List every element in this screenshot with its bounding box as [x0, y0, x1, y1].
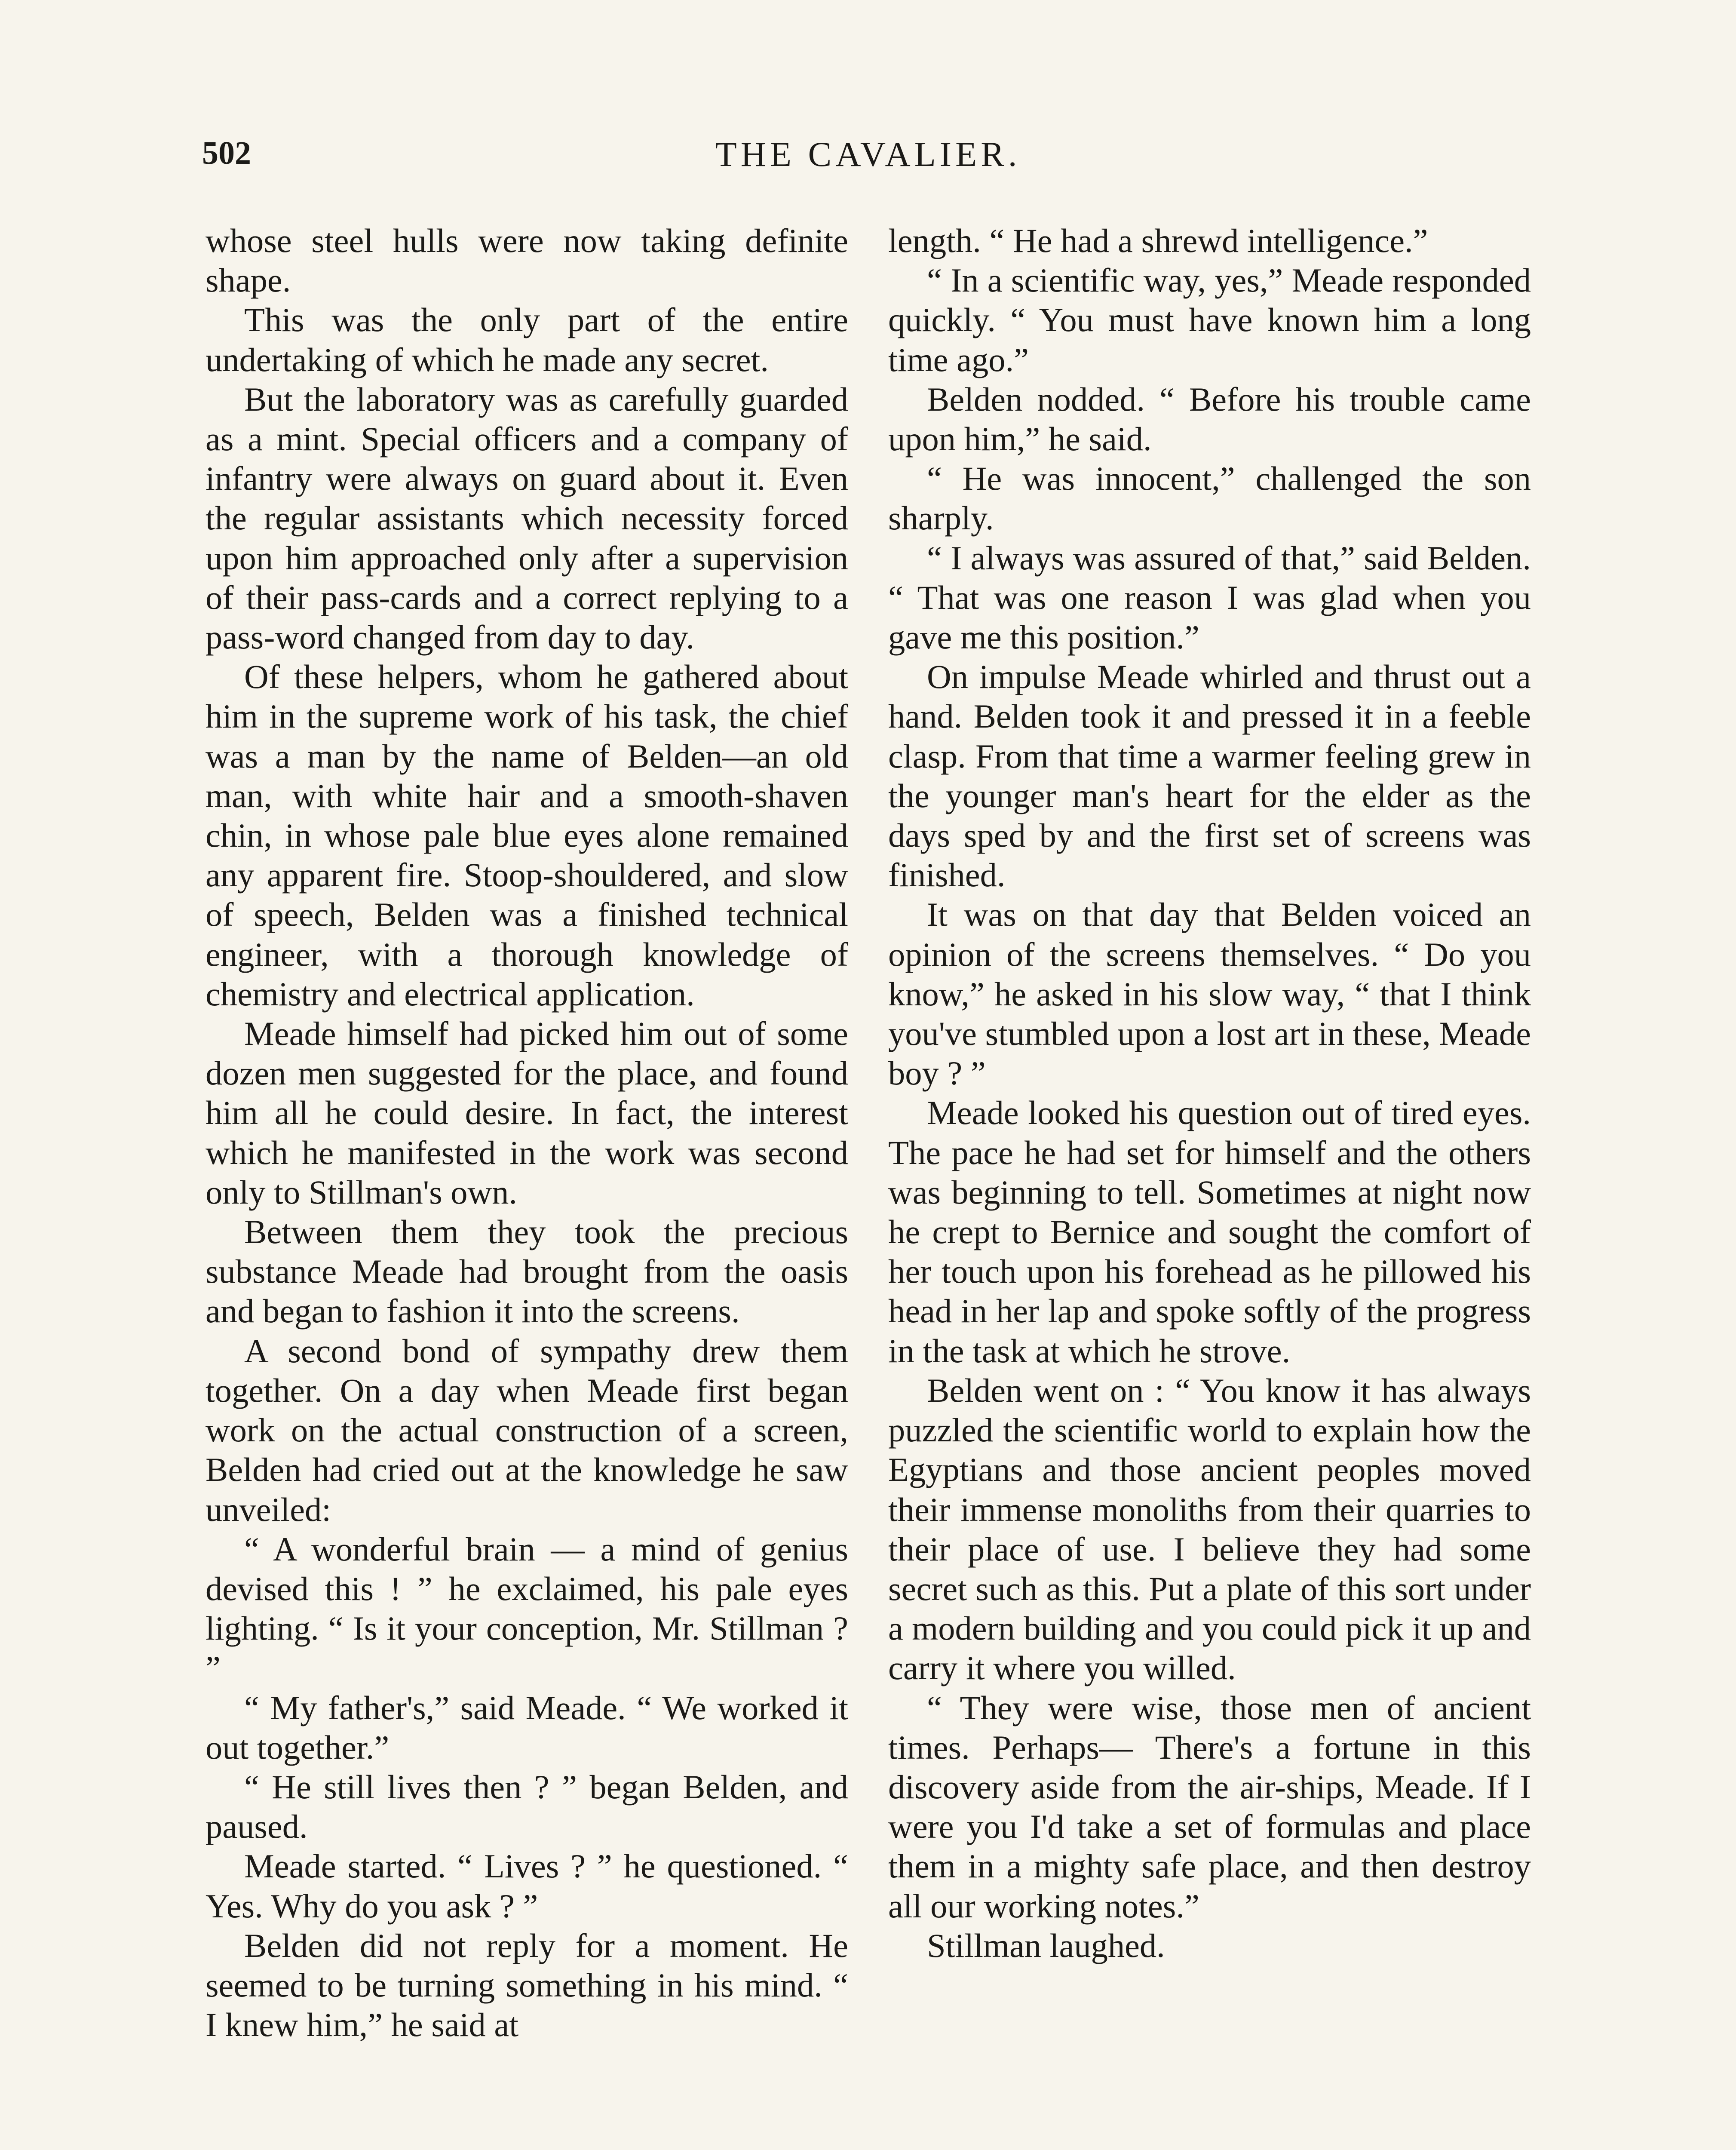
paragraph: “ He was innocent,” challenged the son sharply.: [888, 460, 1531, 537]
page-number: 502: [202, 135, 251, 171]
paragraph: Belden went on : “ You know it has always puzzled the scientific world to explain how the Egyptians and those ancient peoples moved their immense monoliths from their quarries to their place of use. I believe they had some secret such as this. Put a plate of this sort under a modern building and you could pick it up and carry it where you willed.: [888, 1371, 1531, 1687]
paragraph: This was the only part of the entire undertaking of which he made any secret.: [205, 301, 848, 378]
paragraph: “ My father's,” said Meade. “ We worked it out together.”: [205, 1689, 848, 1766]
paragraph: Stillman laughed.: [927, 1926, 1165, 1964]
right-column: [888, 221, 1531, 1966]
paragraph: “ I always was assured of that,” said Belden. “ That was one reason I was glad when you gave me this position.”: [888, 539, 1531, 656]
paragraph: Between them they took the precious substance Meade had brought from the oasis and began to fashion it into the screens.: [205, 1213, 848, 1330]
paragraph: “ In a scientific way, yes,” Meade responded quickly. “ You must have known him a long time ago.”: [888, 261, 1531, 378]
paragraph: length. “ He had a shrewd intelligence.”: [888, 222, 1428, 259]
paragraph: On impulse Meade whirled and thrust out a hand. Belden took it and pressed it in a feeble clasp. From that time a warmer feeling grew in the younger man's heart for the elder as the days sped by and the first set of screens was finished.: [888, 658, 1531, 894]
paragraph: Meade started. “ Lives ? ” he questioned. “ Yes. Why do you ask ? ”: [205, 1847, 848, 1925]
paragraph: A second bond of sympathy drew them together. On a day when Meade first began work on the actual construction of a screen, Belden had cried out at the knowledge he saw unveiled:: [205, 1332, 848, 1528]
paragraph: “ A wonderful brain — a mind of genius devised this ! ” he exclaimed, his pale eyes lighting. “ Is it your conception, Mr. Stillman ? ”: [205, 1530, 848, 1687]
paragraph: Meade himself had picked him out of some dozen men suggested for the place, and found him all he could desire. In fact, the interest which he manifested in the work was second only to Stillman's own.: [205, 1015, 848, 1211]
paragraph: Of these helpers, whom he gathered about him in the supreme work of his task, the chief was a man by the name of Belden—an old man, with white hair and a smooth-shaven chin, in whose pale blue eyes alone remained any apparent fire. Stoop-shouldered, and slow of speech, Belden was a finished technical engineer, with a thorough knowledge of chemistry and electrical application.: [205, 658, 848, 1013]
left-column: [205, 221, 848, 2045]
running-title: THE CAVALIER.: [715, 135, 1021, 174]
paragraph: “ He still lives then ? ” began Belden, and paused.: [205, 1768, 848, 1846]
paragraph: Belden did not reply for a moment. He seemed to be turning something in his mind. “ I knew him,” he said at: [205, 1926, 848, 2044]
paragraph: Belden nodded. “ Before his trouble came upon him,” he said.: [888, 380, 1531, 458]
paragraph: But the laboratory was as carefully guarded as a mint. Special officers and a company of infantry were always on guard about it. Even the regular assistants which necessity forced upon him approached only after a supervision of their pass-cards and a correct replying to a pass-word changed from day to day.: [205, 380, 848, 656]
paragraph: “ They were wise, those men of ancient times. Perhaps— There's a fortune in this discovery aside from the air-ships, Meade. If I were you I'd take a set of formulas and place them in a mighty safe place, and then destroy all our working notes.”: [888, 1689, 1531, 1925]
paragraph: It was on that day that Belden voiced an opinion of the screens themselves. “ Do you know,” he asked in his slow way, “ that I think you've stumbled upon a lost art in these, Meade boy ? ”: [888, 896, 1531, 1092]
paragraph: Meade looked his question out of tired eyes. The pace he had set for himself and the others was beginning to tell. Sometimes at night now he crept to Bernice and sought the comfort of her touch upon his forehead as he pillowed his head in her lap and spoke softly of the progress in the task at which he strove.: [888, 1094, 1531, 1370]
paragraph: whose steel hulls were now taking definite shape.: [205, 222, 848, 299]
